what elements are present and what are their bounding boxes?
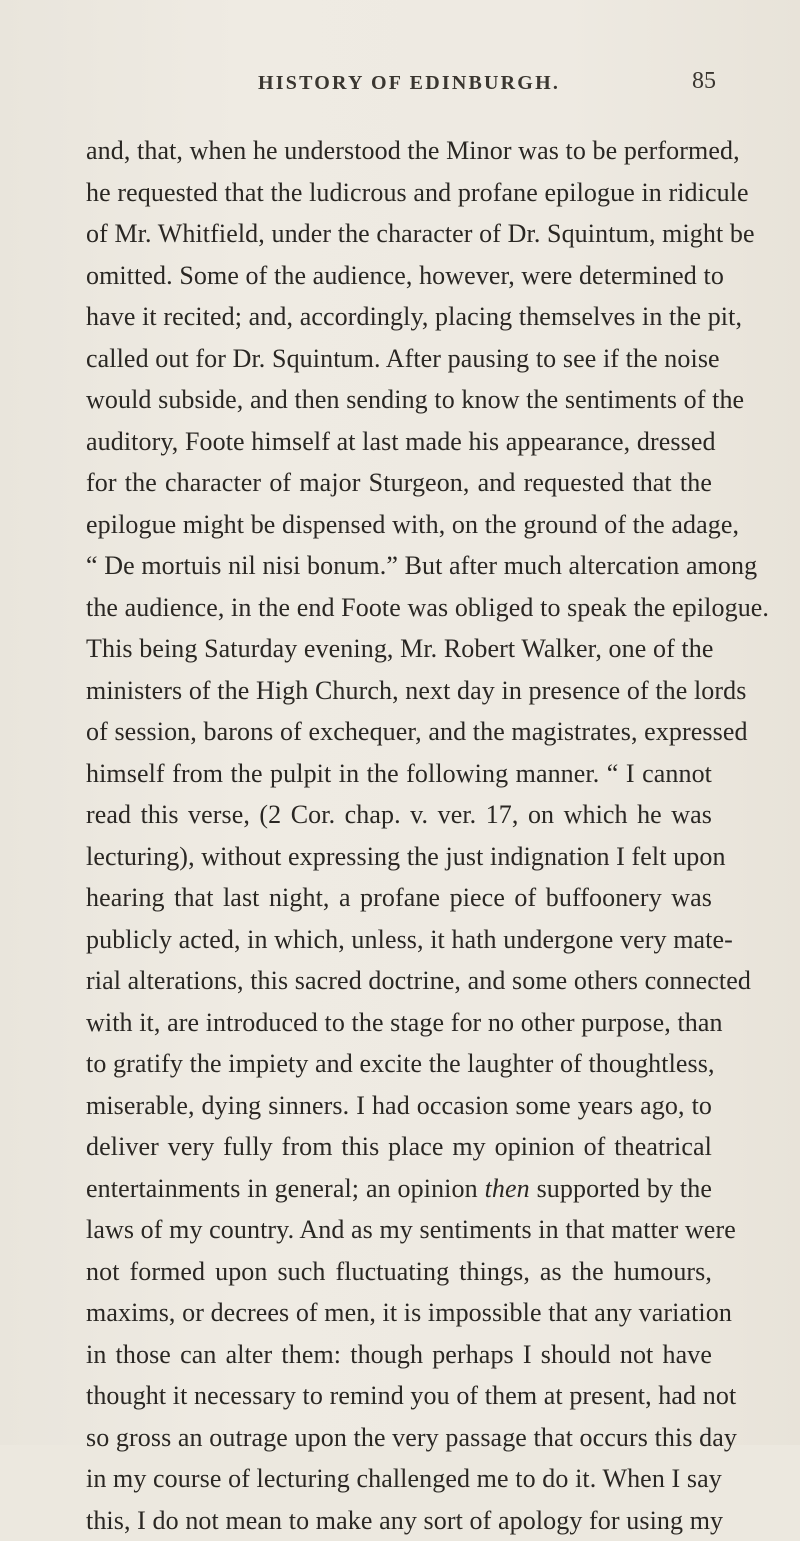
text-line: for the character of major Sturgeon, and requested that the [86, 462, 712, 504]
text-line: of Mr. Whitfield, under the character of Dr. Squintum, might be [86, 213, 712, 255]
text-line: miserable, dying sinners. I had occasion some years ago, to [86, 1085, 712, 1127]
text-line: called out for Dr. Squintum. After pausing to see if the noise [86, 338, 712, 380]
text-line: ministers of the High Church, next day in presence of the lords [86, 670, 712, 712]
text-line: hearing that last night, a profane piece of buffoonery was [86, 877, 712, 919]
body-text [86, 130, 712, 1541]
running-head: HISTORY OF EDINBURGH. [258, 72, 560, 95]
text-line: this, I do not mean to make any sort of apology for using my [86, 1500, 712, 1541]
text-line-with-italic [86, 1168, 712, 1210]
text-line: auditory, Foote himself at last made his appearance, dressed [86, 421, 712, 463]
text-line: the audience, in the end Foote was obliged to speak the epilogue. [86, 587, 712, 629]
text-line: epilogue might be dispensed with, on the ground of the adage, [86, 504, 712, 546]
text-line: omitted. Some of the audience, however, were determined to [86, 255, 712, 297]
text-line: not formed upon such fluctuating things, as the humours, [86, 1251, 712, 1293]
text-line: and, that, when he understood the Minor was to be performed, [86, 130, 712, 172]
text-line: in my course of lecturing challenged me to do it. When I say [86, 1458, 712, 1500]
text-line: publicly acted, in which, unless, it hath undergone very mate- [86, 919, 712, 961]
page-header [0, 72, 800, 102]
text-line: deliver very fully from this place my opinion of theatrical [86, 1126, 712, 1168]
text-line: with it, are introduced to the stage for no other purpose, than [86, 1002, 712, 1044]
text-line: “ De mortuis nil nisi bonum.” But after much altercation among [86, 545, 712, 587]
text-line: in those can alter them: though perhaps I should not have [86, 1334, 712, 1376]
text-line: would subside, and then sending to know the sentiments of the [86, 379, 712, 421]
text-line: of session, barons of exchequer, and the magistrates, expressed [86, 711, 712, 753]
text-line: This being Saturday evening, Mr. Robert Walker, one of the [86, 628, 712, 670]
text-line: to gratify the impiety and excite the laughter of thoughtless, [86, 1043, 712, 1085]
text-line: maxims, or decrees of men, it is impossible that any variation [86, 1292, 712, 1334]
text-line: read this verse, (2 Cor. chap. v. ver. 17, on which he was [86, 794, 712, 836]
text-line: he requested that the ludicrous and profane epilogue in ridicule [86, 172, 712, 214]
text-line: have it recited; and, accordingly, placing themselves in the pit, [86, 296, 712, 338]
text-line: laws of my country. And as my sentiments in that matter were [86, 1209, 712, 1251]
text-segment: entertainments in general; an opinion [86, 1174, 478, 1203]
text-segment: supported by the [537, 1174, 712, 1203]
text-line: himself from the pulpit in the following manner. “ I cannot [86, 753, 712, 795]
italic-word: then [485, 1174, 530, 1203]
text-line: lecturing), without expressing the just indignation I felt upon [86, 836, 712, 878]
text-line: so gross an outrage upon the very passage that occurs this day [86, 1417, 712, 1459]
text-line: thought it necessary to remind you of them at present, had not [86, 1375, 712, 1417]
page-number: 85 [692, 68, 716, 95]
text-line: rial alterations, this sacred doctrine, and some others connected [86, 960, 712, 1002]
